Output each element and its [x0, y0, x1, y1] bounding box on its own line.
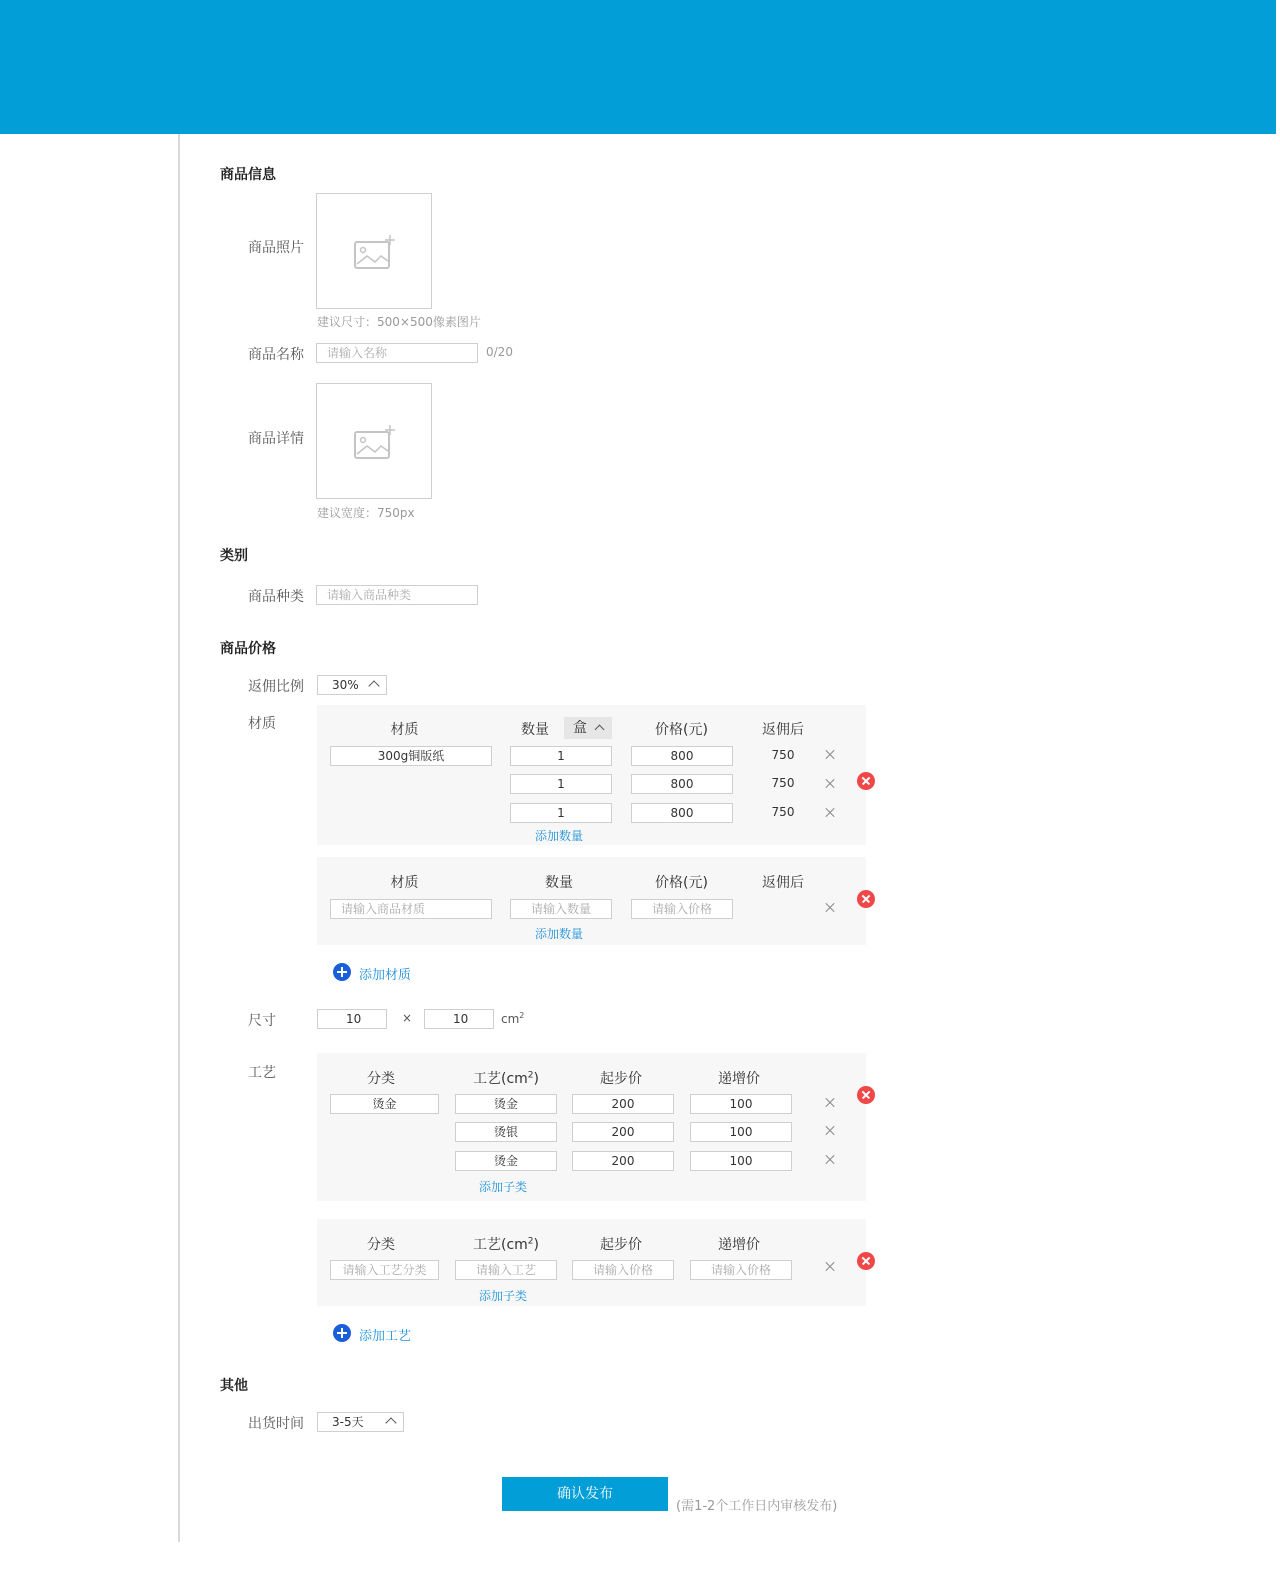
size-width-input[interactable]: 10	[317, 1009, 387, 1029]
craft-label: 工艺	[248, 1065, 276, 1081]
delete-craft-icon[interactable]	[857, 1252, 875, 1270]
material-name-input[interactable]: 请输入商品材质	[330, 899, 492, 919]
start-price-input[interactable]: 200	[572, 1094, 674, 1114]
header-craft-sup: 2	[527, 1070, 534, 1081]
header-price: 价格(元)	[655, 722, 708, 738]
header-craft	[455, 1234, 557, 1254]
detail-hint: 建议宽度：750px	[317, 506, 415, 520]
header-after: 返佣后	[762, 722, 804, 738]
price-input[interactable]: 800	[631, 803, 733, 823]
photo-hint: 建议尺寸：500×500像素图片	[317, 315, 481, 329]
after-value: 750	[771, 805, 795, 819]
section-title-product-info: 商品信息	[220, 167, 276, 183]
remove-row-icon[interactable]	[825, 1126, 835, 1136]
section-title-category: 类别	[220, 548, 248, 564]
qty-input[interactable]: 1	[510, 746, 612, 766]
review-note: (需1-2个工作日内审核发布)	[676, 1499, 838, 1514]
kind-label: 商品种类	[248, 589, 304, 605]
header-material: 材质	[390, 875, 419, 891]
header-craft-text: 工艺(cm	[473, 1237, 528, 1253]
craft-category-input[interactable]: 烫金	[330, 1094, 439, 1114]
ship-time-label: 出货时间	[248, 1416, 304, 1432]
craft-category-input[interactable]: 请输入工艺分类	[330, 1260, 439, 1280]
remove-row-icon[interactable]	[825, 903, 835, 913]
price-input[interactable]: 800	[631, 746, 733, 766]
start-price-input[interactable]: 请输入价格	[572, 1260, 674, 1280]
remove-row-icon[interactable]	[825, 1098, 835, 1108]
remove-row-icon[interactable]	[825, 779, 835, 789]
add-subcategory-link[interactable]: 添加子类	[479, 1289, 528, 1303]
add-subcategory-link[interactable]: 添加子类	[479, 1180, 528, 1194]
image-upload-icon	[353, 234, 397, 272]
ship-time-select[interactable]	[317, 1412, 404, 1432]
qty-input[interactable]: 1	[510, 803, 612, 823]
chevron-up-icon	[368, 680, 379, 691]
size-unit-text: cm	[501, 1012, 520, 1026]
start-price-input[interactable]: 200	[572, 1122, 674, 1142]
material-label: 材质	[248, 716, 276, 732]
delete-material-icon[interactable]	[857, 772, 875, 790]
delete-material-icon[interactable]	[857, 890, 875, 908]
header-start-price: 起步价	[600, 1071, 642, 1087]
price-input[interactable]: 请输入价格	[631, 899, 733, 919]
unit-value: 盒	[573, 720, 587, 736]
header-craft-close: )	[533, 1071, 539, 1087]
craft-input[interactable]: 烫金	[455, 1094, 557, 1114]
confirm-publish-button[interactable]: 确认发布	[502, 1477, 668, 1511]
add-quantity-link[interactable]: 添加数量	[535, 829, 584, 843]
name-counter: 0/20	[486, 345, 513, 359]
left-divider	[178, 134, 180, 1542]
top-header-bar	[0, 0, 1276, 134]
header-craft-sup: 2	[527, 1236, 534, 1247]
unit-select[interactable]	[564, 717, 612, 739]
size-unit-sup: 2	[519, 1011, 525, 1020]
start-price-input[interactable]: 200	[572, 1151, 674, 1171]
commission-value: 30%	[332, 678, 359, 692]
commission-label: 返佣比例	[248, 679, 304, 695]
remove-row-icon[interactable]	[825, 808, 835, 818]
section-title-other: 其他	[220, 1378, 248, 1394]
add-quantity-link[interactable]: 添加数量	[535, 927, 584, 941]
ship-time-value: 3-5天	[332, 1415, 364, 1429]
header-price: 价格(元)	[655, 875, 708, 891]
remove-row-icon[interactable]	[825, 1155, 835, 1165]
craft-input[interactable]: 烫银	[455, 1122, 557, 1142]
header-craft-close: )	[533, 1237, 539, 1253]
chevron-up-icon	[385, 1417, 396, 1428]
qty-input[interactable]: 1	[510, 774, 612, 794]
add-material-icon[interactable]	[333, 963, 351, 981]
step-price-input[interactable]: 100	[690, 1151, 792, 1171]
header-start-price: 起步价	[600, 1237, 642, 1253]
header-category: 分类	[367, 1237, 395, 1253]
size-label: 尺寸	[248, 1013, 276, 1029]
name-input[interactable]: 请输入名称	[316, 343, 478, 363]
price-input[interactable]: 800	[631, 774, 733, 794]
header-step-price: 递增价	[718, 1071, 760, 1087]
image-upload-icon	[353, 424, 397, 462]
add-craft-icon[interactable]	[333, 1324, 351, 1342]
step-price-input[interactable]: 100	[690, 1122, 792, 1142]
material-name-input[interactable]: 300g铜版纸	[330, 746, 492, 766]
header-material: 材质	[390, 722, 419, 738]
delete-craft-icon[interactable]	[857, 1086, 875, 1104]
detail-upload-box[interactable]	[316, 383, 432, 499]
after-value: 750	[771, 748, 795, 762]
header-quantity: 数量	[521, 722, 549, 738]
size-unit	[501, 1011, 524, 1026]
add-craft-link[interactable]: 添加工艺	[359, 1329, 412, 1344]
header-after: 返佣后	[762, 875, 804, 891]
size-height-input[interactable]: 10	[424, 1009, 494, 1029]
chevron-up-icon	[595, 725, 605, 735]
remove-row-icon[interactable]	[825, 1262, 835, 1272]
step-price-input[interactable]: 请输入价格	[690, 1260, 792, 1280]
step-price-input[interactable]: 100	[690, 1094, 792, 1114]
kind-input[interactable]: 请输入商品种类	[316, 585, 478, 605]
craft-input[interactable]: 请输入工艺	[455, 1260, 557, 1280]
after-value: 750	[771, 776, 795, 790]
size-multiply: ×	[402, 1011, 413, 1025]
craft-input[interactable]: 烫金	[455, 1151, 557, 1171]
detail-label: 商品详情	[248, 431, 304, 447]
header-category: 分类	[367, 1071, 395, 1087]
add-material-link[interactable]: 添加材质	[359, 968, 412, 983]
qty-input[interactable]: 请输入数量	[510, 899, 612, 919]
header-quantity: 数量	[545, 875, 573, 891]
commission-select[interactable]	[317, 675, 387, 695]
name-label: 商品名称	[248, 347, 304, 363]
header-craft	[455, 1068, 557, 1088]
remove-row-icon[interactable]	[825, 750, 835, 760]
header-craft-text: 工艺(cm	[473, 1071, 528, 1087]
section-title-price: 商品价格	[220, 641, 276, 657]
header-step-price: 递增价	[718, 1237, 760, 1253]
photo-upload-box[interactable]	[316, 193, 432, 309]
photo-label: 商品照片	[248, 240, 304, 256]
